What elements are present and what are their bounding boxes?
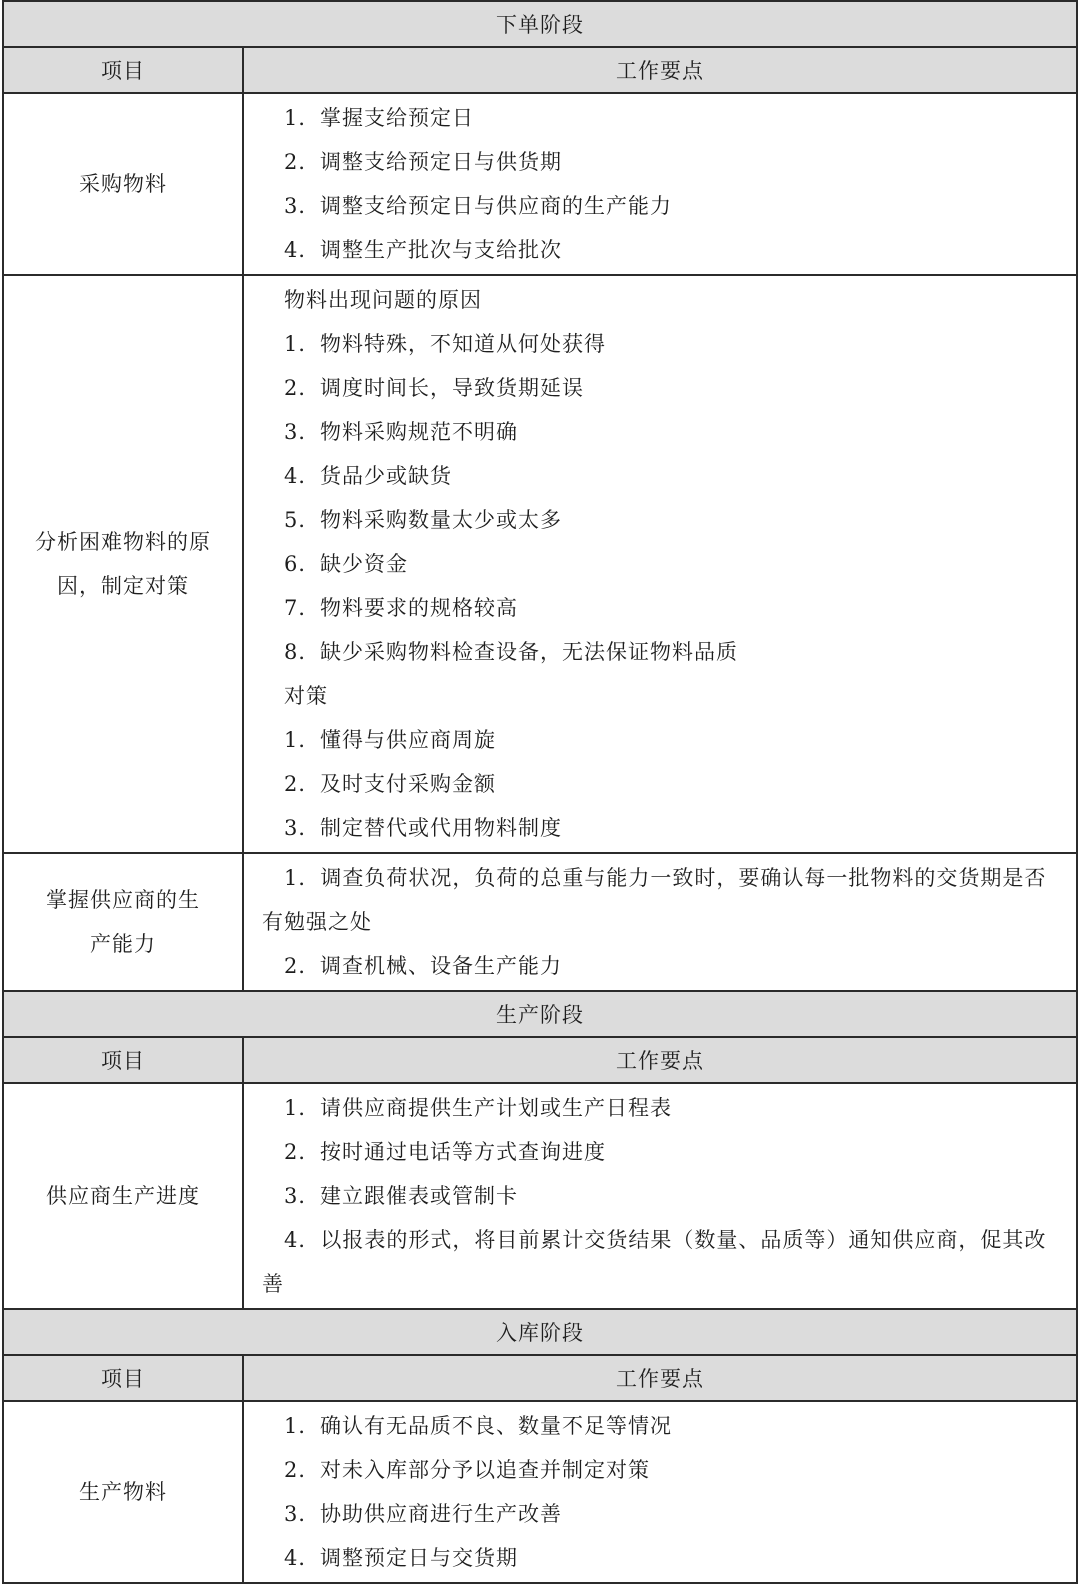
point-text: 协助供应商进行生产改善 xyxy=(320,1502,562,1526)
point-item xyxy=(262,856,1064,944)
stage-title-production: 生产阶段 xyxy=(4,990,1076,1036)
point-number: 2． xyxy=(284,376,321,400)
point-number: 4． xyxy=(284,1546,321,1570)
row-points xyxy=(244,276,1076,852)
stage-title-warehousing: 入库阶段 xyxy=(4,1308,1076,1354)
point-item xyxy=(262,718,1064,762)
point-text: 懂得与供应商周旋 xyxy=(320,728,496,752)
point-number: 3． xyxy=(284,1502,321,1526)
point-item xyxy=(262,542,1064,586)
point-number: 3． xyxy=(284,420,321,444)
point-number: 1． xyxy=(284,332,321,356)
point-item xyxy=(262,498,1064,542)
point-text: 调整支给预定日与供应商的生产能力 xyxy=(320,194,672,218)
point-text: 货品少或缺货 xyxy=(320,464,452,488)
point-item xyxy=(262,1448,1064,1492)
table-row xyxy=(4,274,1076,852)
point-item xyxy=(262,410,1064,454)
point-item xyxy=(262,630,1064,674)
point-item xyxy=(262,1536,1064,1580)
point-text: 缺少采购物料检查设备，无法保证物料品质 xyxy=(320,640,738,664)
point-text: 及时支付采购金额 xyxy=(320,772,496,796)
header-row xyxy=(4,1354,1076,1400)
point-text: 调度时间长，导致货期延误 xyxy=(320,376,584,400)
work-points-table xyxy=(2,0,1078,1584)
point-text: 调整支给预定日与供货期 xyxy=(320,150,562,174)
point-item xyxy=(262,96,1064,140)
point-item xyxy=(262,322,1064,366)
point-text: 建立跟催表或管制卡 xyxy=(320,1184,518,1208)
column-header-points: 工作要点 xyxy=(616,1049,704,1073)
point-item xyxy=(262,184,1064,228)
point-item xyxy=(262,1130,1064,1174)
row-item-label: 分析困难物料的原因，制定对策 xyxy=(4,276,244,852)
row-item-label: 采购物料 xyxy=(4,94,244,274)
point-item xyxy=(262,806,1064,850)
section-heading: 物料出现问题的原因 xyxy=(284,288,482,312)
point-number: 3． xyxy=(284,816,321,840)
row-points xyxy=(244,94,1076,274)
stage-title-order: 下单阶段 xyxy=(4,0,1076,46)
row-item-label: 掌握供应商的生产能力 xyxy=(4,854,244,990)
point-number: 2． xyxy=(284,150,321,174)
point-number: 4． xyxy=(284,1228,321,1252)
point-text: 掌握支给预定日 xyxy=(320,106,474,130)
column-header-points: 工作要点 xyxy=(616,1367,704,1391)
point-text: 调查机械、设备生产能力 xyxy=(320,954,562,978)
point-text: 物料采购规范不明确 xyxy=(320,420,518,444)
point-number: 8． xyxy=(284,640,321,664)
table-row xyxy=(4,852,1076,990)
header-row xyxy=(4,1036,1076,1082)
point-text: 物料要求的规格较高 xyxy=(320,596,518,620)
point-item xyxy=(262,454,1064,498)
header-row xyxy=(4,46,1076,92)
point-text: 以报表的形式，将目前累计交货结果（数量、品质等）通知供应商，促其改善 xyxy=(262,1228,1047,1296)
point-number: 6． xyxy=(284,552,321,576)
point-number: 2． xyxy=(284,1458,321,1482)
point-number: 1． xyxy=(284,866,321,890)
point-item xyxy=(262,228,1064,272)
point-number: 1． xyxy=(284,1096,321,1120)
point-text: 制定替代或代用物料制度 xyxy=(320,816,562,840)
point-number: 1． xyxy=(284,728,321,752)
point-text: 请供应商提供生产计划或生产日程表 xyxy=(320,1096,672,1120)
point-item xyxy=(262,1218,1064,1306)
point-item xyxy=(262,944,1064,988)
column-header-item: 项目 xyxy=(4,1356,244,1400)
point-text: 按时通过电话等方式查询进度 xyxy=(320,1140,606,1164)
point-number: 1． xyxy=(284,1414,321,1438)
point-item xyxy=(262,586,1064,630)
point-text: 调查负荷状况，负荷的总重与能力一致时，要确认每一批物料的交货期是否有勉强之处 xyxy=(262,866,1047,934)
point-number: 7． xyxy=(284,596,321,620)
row-points xyxy=(244,1402,1076,1582)
row-item-label: 生产物料 xyxy=(4,1402,244,1582)
point-number: 2． xyxy=(284,772,321,796)
table-row xyxy=(4,92,1076,274)
point-item xyxy=(262,1086,1064,1130)
point-number: 3． xyxy=(284,194,321,218)
column-header-item: 项目 xyxy=(4,1038,244,1082)
point-text: 物料采购数量太少或太多 xyxy=(320,508,562,532)
point-item xyxy=(262,1492,1064,1536)
point-item xyxy=(262,1174,1064,1218)
point-text: 调整预定日与交货期 xyxy=(320,1546,518,1570)
row-points xyxy=(244,1084,1076,1308)
point-text: 调整生产批次与支给批次 xyxy=(320,238,562,262)
point-item xyxy=(262,762,1064,806)
point-item xyxy=(262,1404,1064,1448)
point-text: 物料特殊，不知道从何处获得 xyxy=(320,332,606,356)
row-item-label: 供应商生产进度 xyxy=(4,1084,244,1308)
point-item xyxy=(262,366,1064,410)
point-text: 对未入库部分予以追查并制定对策 xyxy=(320,1458,650,1482)
point-number: 1． xyxy=(284,106,321,130)
column-header-points: 工作要点 xyxy=(616,59,704,83)
point-number: 2． xyxy=(284,954,321,978)
table-row xyxy=(4,1400,1076,1582)
point-text: 缺少资金 xyxy=(320,552,408,576)
point-text: 确认有无品质不良、数量不足等情况 xyxy=(320,1414,672,1438)
point-number: 4． xyxy=(284,464,321,488)
point-item xyxy=(262,140,1064,184)
section-heading: 对策 xyxy=(284,684,328,708)
row-points xyxy=(244,854,1076,990)
point-number: 3． xyxy=(284,1184,321,1208)
column-header-item: 项目 xyxy=(4,48,244,92)
point-number: 5． xyxy=(284,508,321,532)
point-number: 4． xyxy=(284,238,321,262)
table-row xyxy=(4,1082,1076,1308)
point-number: 2． xyxy=(284,1140,321,1164)
